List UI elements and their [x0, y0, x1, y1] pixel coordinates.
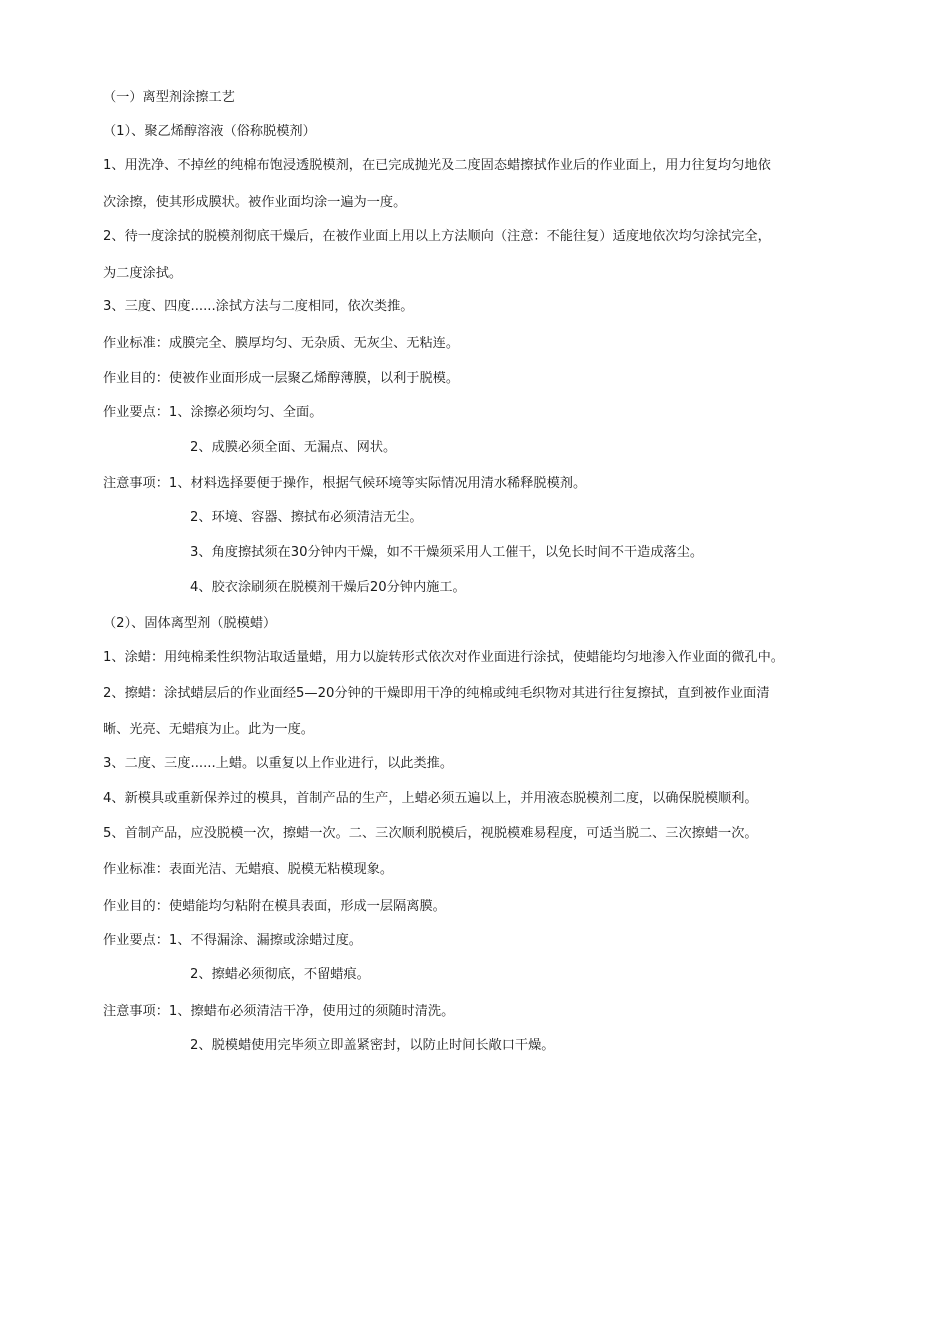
text-line: 为二度涂拭。: [103, 266, 183, 281]
text-line: 2、成膜必须全面、无漏点、网状。: [190, 440, 397, 455]
text-line: 注意事项：1、材料选择要便于操作，根据气候环境等实际情况用清水稀释脱模剂。: [103, 476, 587, 491]
text-line: 作业标准：成膜完全、膜厚均匀、无杂质、无灰尘、无粘连。: [103, 336, 460, 351]
text-line: 2、脱模蜡使用完毕须立即盖紧密封，以防止时间长敞口干燥。: [190, 1038, 555, 1053]
subsection-title: （2）、固体离型剂（脱模蜡）: [103, 616, 277, 631]
text-line: 5、首制产品，应没脱模一次，擦蜡一次。二、三次顺利脱模后，视脱模难易程度，可适当脱二、三次擦蜡一次。: [103, 826, 758, 841]
text-line: 作业标准：表面光洁、无蜡痕、脱模无粘模现象。: [103, 862, 394, 877]
subsection-title: （1）、聚乙烯醇溶液（俗称脱模剂）: [103, 124, 316, 139]
text-line: 4、新模具或重新保养过的模具，首制产品的生产，上蜡必须五遍以上，并用液态脱模剂二度，以确保脱模顺利。: [103, 791, 758, 806]
text-line: 2、擦蜡：涂拭蜡层后的作业面经5—20分钟的干燥即用干净的纯棉或纯毛织物对其进行往复擦拭，直到被作业面清: [103, 686, 770, 701]
text-line: 1、用洗净、不掉丝的纯棉布饱浸透脱模剂，在已完成抛光及二度固态蜡擦拭作业后的作业面上，用力往复均匀地依: [103, 158, 771, 173]
text-line: 4、胶衣涂刷须在脱模剂干燥后20分钟内施工。: [190, 580, 466, 595]
text-line: 3、二度、三度......上蜡。以重复以上作业进行，以此类推。: [103, 756, 454, 771]
text-line: 3、三度、四度......涂拭方法与二度相同，依次类推。: [103, 299, 414, 314]
text-line: 2、待一度涂拭的脱模剂彻底干燥后，在被作业面上用以上方法顺向（注意：不能往复）适度地依次均匀涂拭完全，: [103, 229, 771, 244]
text-line: 晰、光亮、无蜡痕为止。此为一度。: [103, 722, 314, 737]
text-line: 作业目的：使蜡能均匀粘附在模具表面，形成一层隔离膜。: [103, 899, 446, 914]
section-title: （一）离型剂涂擦工艺: [103, 90, 235, 105]
text-line: 作业要点：1、不得漏涂、漏擦或涂蜡过度。: [103, 933, 362, 948]
text-line: 注意事项：1、擦蜡布必须清洁干净，使用过的须随时清洗。: [103, 1004, 455, 1019]
text-line: 次涂擦，使其形成膜状。被作业面均涂一遍为一度。: [103, 195, 407, 210]
text-line: 作业要点：1、涂擦必须均匀、全面。: [103, 405, 323, 420]
text-line: 1、涂蜡：用纯棉柔性织物沾取适量蜡，用力以旋转形式依次对作业面进行涂拭，使蜡能均匀地渗入作业面的微孔中。: [103, 650, 784, 665]
text-line: 2、环境、容器、擦拭布必须清洁无尘。: [190, 510, 423, 525]
text-line: 作业目的：使被作业面形成一层聚乙烯醇薄膜，以利于脱模。: [103, 371, 460, 386]
text-line: 3、角度擦拭须在30分钟内干燥，如不干燥须采用人工催干，以免长时间不干造成落尘。: [190, 545, 704, 560]
text-line: 2、擦蜡必须彻底，不留蜡痕。: [190, 967, 370, 982]
